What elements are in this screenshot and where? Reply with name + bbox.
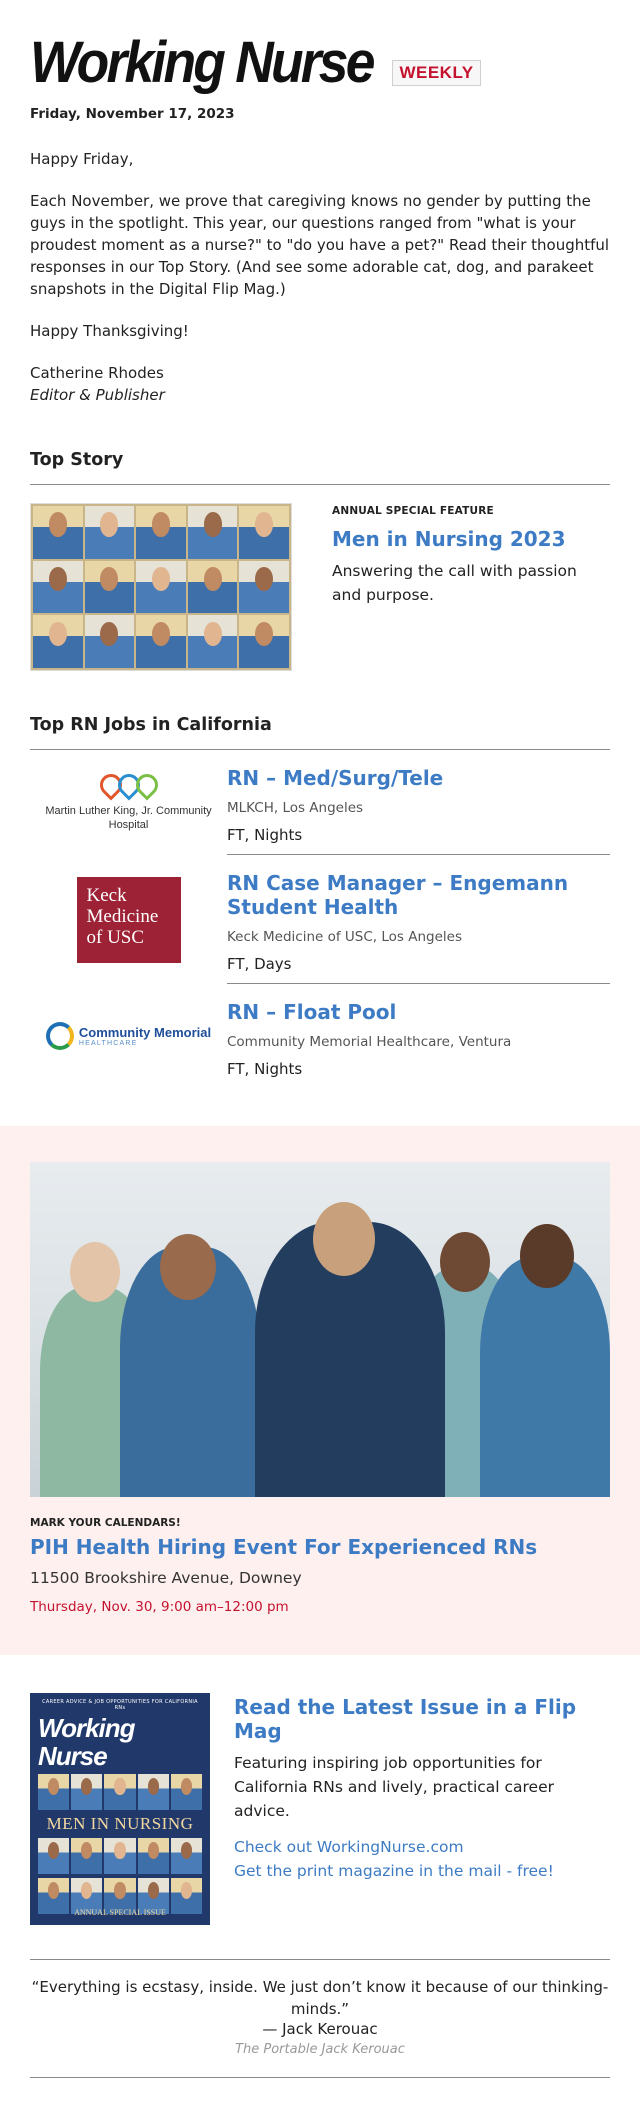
- signature-title: Editor & Publisher: [30, 386, 165, 404]
- issue-date: Friday, November 17, 2023: [30, 106, 235, 122]
- cover-headline: MEN IN NURSING: [46, 1814, 194, 1833]
- flip-mag-text: [234, 1693, 610, 1925]
- top-story: [30, 503, 610, 671]
- nurses-group-photo[interactable]: [30, 1162, 610, 1497]
- nurse-portrait: [33, 506, 83, 559]
- nurse-portrait: [85, 506, 135, 559]
- job-listing: [30, 855, 610, 984]
- jobs-heading: Top RN Jobs in California: [30, 715, 610, 750]
- cover-logo: Working Nurse: [38, 1713, 135, 1771]
- quote-source: The Portable Jack Kerouac: [235, 2042, 405, 2057]
- weekly-tag: WEEKLY: [392, 60, 480, 86]
- job-employer: Keck Medicine of USC, Los Angeles: [227, 929, 463, 945]
- hearts-icon: [30, 774, 227, 796]
- job-employer: Community Memorial Healthcare, Ventura: [227, 1034, 512, 1050]
- nurse-portrait: [188, 561, 238, 614]
- top-story-kicker: ANNUAL SPECIAL FEATURE: [332, 505, 494, 517]
- mlkch-logo[interactable]: [30, 750, 227, 855]
- job-shift: FT, Nights: [227, 1060, 303, 1078]
- magazine-cover[interactable]: [30, 1693, 210, 1925]
- nurse-portrait: [33, 615, 83, 668]
- job-employer: MLKCH, Los Angeles: [227, 800, 364, 816]
- top-story-heading: Top Story: [30, 450, 610, 485]
- keck-logo-text: Keck Medicine of USC: [77, 877, 181, 963]
- nurse-portrait: [33, 561, 83, 614]
- cover-photo-row: [38, 1838, 202, 1874]
- working-nurse-logo[interactable]: Working Nurse: [30, 30, 373, 95]
- nurse-portrait: [136, 615, 186, 668]
- workingnurse-site-link[interactable]: Check out WorkingNurse.com: [234, 1838, 464, 1856]
- cover-photo-row: [38, 1774, 202, 1810]
- nurse-portrait: [239, 615, 289, 668]
- community-memorial-logo[interactable]: [30, 984, 227, 1088]
- community-memorial-mark-icon: [46, 1022, 74, 1050]
- job-shift: FT, Days: [227, 955, 292, 973]
- cover-top-line: CAREER ADVICE & JOB OPPORTUNITIES FOR CALIFORNIA RNs: [42, 1699, 198, 1711]
- top-story-subtitle: Answering the call with passion and purpose.: [332, 562, 577, 604]
- quote-text: “Everything is ecstasy, inside. We just don’t know it because of our thinking-minds.”: [31, 1978, 609, 2018]
- nurse-portrait: [85, 561, 135, 614]
- top-story-text: [332, 503, 602, 671]
- closing: Happy Thanksgiving!: [30, 322, 189, 340]
- job-shift: FT, Nights: [227, 826, 303, 844]
- job-listing: [30, 750, 610, 855]
- event-time: Thursday, Nov. 30, 9:00 am–12:00 pm: [30, 1599, 289, 1615]
- men-in-nursing-collage[interactable]: [30, 503, 292, 671]
- flip-mag-section: [30, 1693, 610, 1925]
- job-title-link[interactable]: RN – Float Pool: [227, 1000, 397, 1024]
- nurse-portrait: [188, 506, 238, 559]
- top-story-link[interactable]: Men in Nursing 2023: [332, 527, 566, 551]
- hiring-event-section: [0, 1126, 640, 1655]
- quote-block: [30, 1959, 610, 2078]
- nurse-portrait: [188, 615, 238, 668]
- flip-mag-description: Featuring inspiring job opportunities for California RNs and lively, practical career advice.: [234, 1754, 555, 1820]
- nurse-portrait: [136, 506, 186, 559]
- cover-footer: ANNUAL SPECIAL ISSUE: [74, 1908, 166, 1917]
- nurse-portrait: [239, 561, 289, 614]
- job-title-link[interactable]: RN – Med/Surg/Tele: [227, 766, 444, 790]
- event-address: 11500 Brookshire Avenue, Downey: [30, 1569, 302, 1587]
- event-title-link[interactable]: PIH Health Hiring Event For Experienced RNs: [30, 1535, 538, 1559]
- print-magazine-link[interactable]: Get the print magazine in the mail - free!: [234, 1862, 554, 1880]
- intro-body: Each November, we prove that caregiving knows no gender by putting the guys in the spotlight. This year, our questions ranged from "what is your proudest moment as a nurse?" to "do you have a pet?" Read their thoughtful responses in our Top Story. (And see some adorable cat, dog, and parakeet snapshots in the Digital Flip Mag.): [30, 192, 610, 298]
- nurse-portrait: [85, 615, 135, 668]
- masthead: [30, 0, 610, 95]
- cmh-logo-text: Community Memorial: [78, 1025, 212, 1040]
- job-listing: [30, 984, 610, 1088]
- intro-letter: [30, 148, 610, 406]
- keck-medicine-logo[interactable]: [30, 855, 227, 984]
- quote-author: — Jack Kerouac: [262, 2020, 378, 2038]
- greeting: Happy Friday,: [30, 150, 134, 168]
- nurse-portrait: [136, 561, 186, 614]
- job-title-link[interactable]: RN Case Manager – Engemann Student Health: [227, 871, 569, 919]
- flip-mag-title-link[interactable]: Read the Latest Issue in a Flip Mag: [234, 1695, 577, 1743]
- mlkch-logo-text: Martin Luther King, Jr. Community Hospital: [45, 804, 212, 831]
- signature-name: Catherine Rhodes: [30, 364, 164, 382]
- cmh-logo-subtext: HEALTHCARE: [78, 1040, 138, 1047]
- nurse-portrait: [239, 506, 289, 559]
- event-kicker: MARK YOUR CALENDARS!: [30, 1517, 181, 1529]
